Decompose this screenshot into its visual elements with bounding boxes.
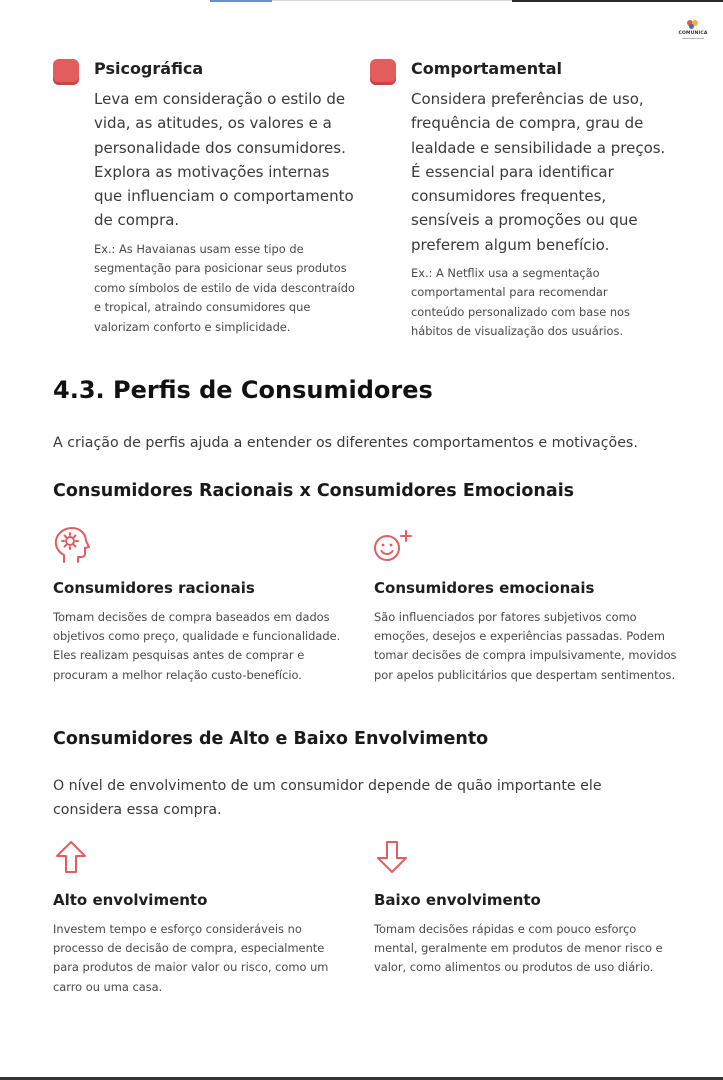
segment-body-comportamental: Considera preferências de uso, frequência de compra, grau de lealdade e sensibilidade a preços. É essencial para identificar consumidores frequentes, sensíveis a promoções ou que preferem algum benefício.: [411, 90, 666, 254]
low-involvement-text: Tomam decisões rápidas e com pouco esforço mental, geralmente em produtos de menor risco e valor, como alimentos ou produtos de uso diário.: [374, 922, 663, 975]
emotional-text: São influenciados por fatores subjetivos como emoções, desejos e experiências passadas. Podem tomar decisões de compra impulsivamente, movidos por apelos publicitários que despertam sentimentos.: [374, 610, 677, 682]
logo-underline: [682, 38, 704, 39]
low-involvement-title: Baixo envolvimento: [374, 891, 541, 909]
rational-text: Tomam decisões de compra baseados em dados objetivos como preço, qualidade e funcionalidade. Eles realizam pesquisas antes de comprar e procuram a melhor relação custo-benefício.: [53, 610, 341, 682]
rational-title: Consumidores racionais: [53, 579, 255, 597]
bullet-square-icon: [53, 59, 79, 85]
segment-title-psicografica: Psicográfica: [94, 59, 204, 78]
segment-example-comportamental: Ex.: A Netflix usa a segmentação comportamental para recomendar conteúdo personalizado com base nos hábitos de visualização dos usuários.: [411, 266, 630, 339]
tab-divider: [272, 0, 512, 1]
high-involvement-text: Investem tempo e esforço consideráveis no processo de decisão de compra, especialmente para produtos de maior valor ou risco, como um carro ou uma casa.: [53, 922, 329, 994]
logo-text: COMUNICA: [678, 31, 708, 36]
segment-title-comportamental: Comportamental: [411, 59, 563, 78]
head-gear-icon: [52, 526, 92, 566]
top-tab-strip: [0, 0, 723, 2]
arrow-up-icon: [55, 840, 87, 874]
segment-body-psicografica: Leva em consideração o estilo de vida, as atitudes, os valores e a personalidade dos consumidores. Explora as motivações internas que influenciam o comportamento de compra.: [94, 90, 354, 230]
section-intro: A criação de perfis ajuda a entender os diferentes comportamentos e motivações.: [53, 435, 638, 451]
rational-emotional-heading: Consumidores Racionais x Consumidores Emocionais: [53, 481, 575, 501]
arrow-down-icon: [376, 840, 408, 874]
section-title: 4.3. Perfis de Consumidores: [53, 376, 433, 404]
involvement-heading: Consumidores de Alto e Baixo Envolvimento: [53, 729, 489, 749]
active-tab-indicator: [210, 0, 272, 2]
brand-logo: [676, 20, 710, 39]
involvement-intro: O nível de envolvimento de um consumidor depende de quão importante ele considera essa compra.: [53, 778, 602, 818]
emotional-title: Consumidores emocionais: [374, 579, 595, 597]
bullet-square-icon: [370, 59, 396, 85]
high-involvement-title: Alto envolvimento: [53, 891, 208, 909]
logo-mark-icon: [687, 20, 699, 30]
smiley-plus-icon: [372, 529, 414, 563]
segment-example-psicografica: Ex.: As Havaianas usam esse tipo de segmentação para posicionar seus produtos como símbolos de estilo de vida descontraído e tropical, atraindo consumidores que valorizam conforto e simplicidade.: [94, 242, 355, 334]
tab-divider-dark: [512, 0, 723, 2]
